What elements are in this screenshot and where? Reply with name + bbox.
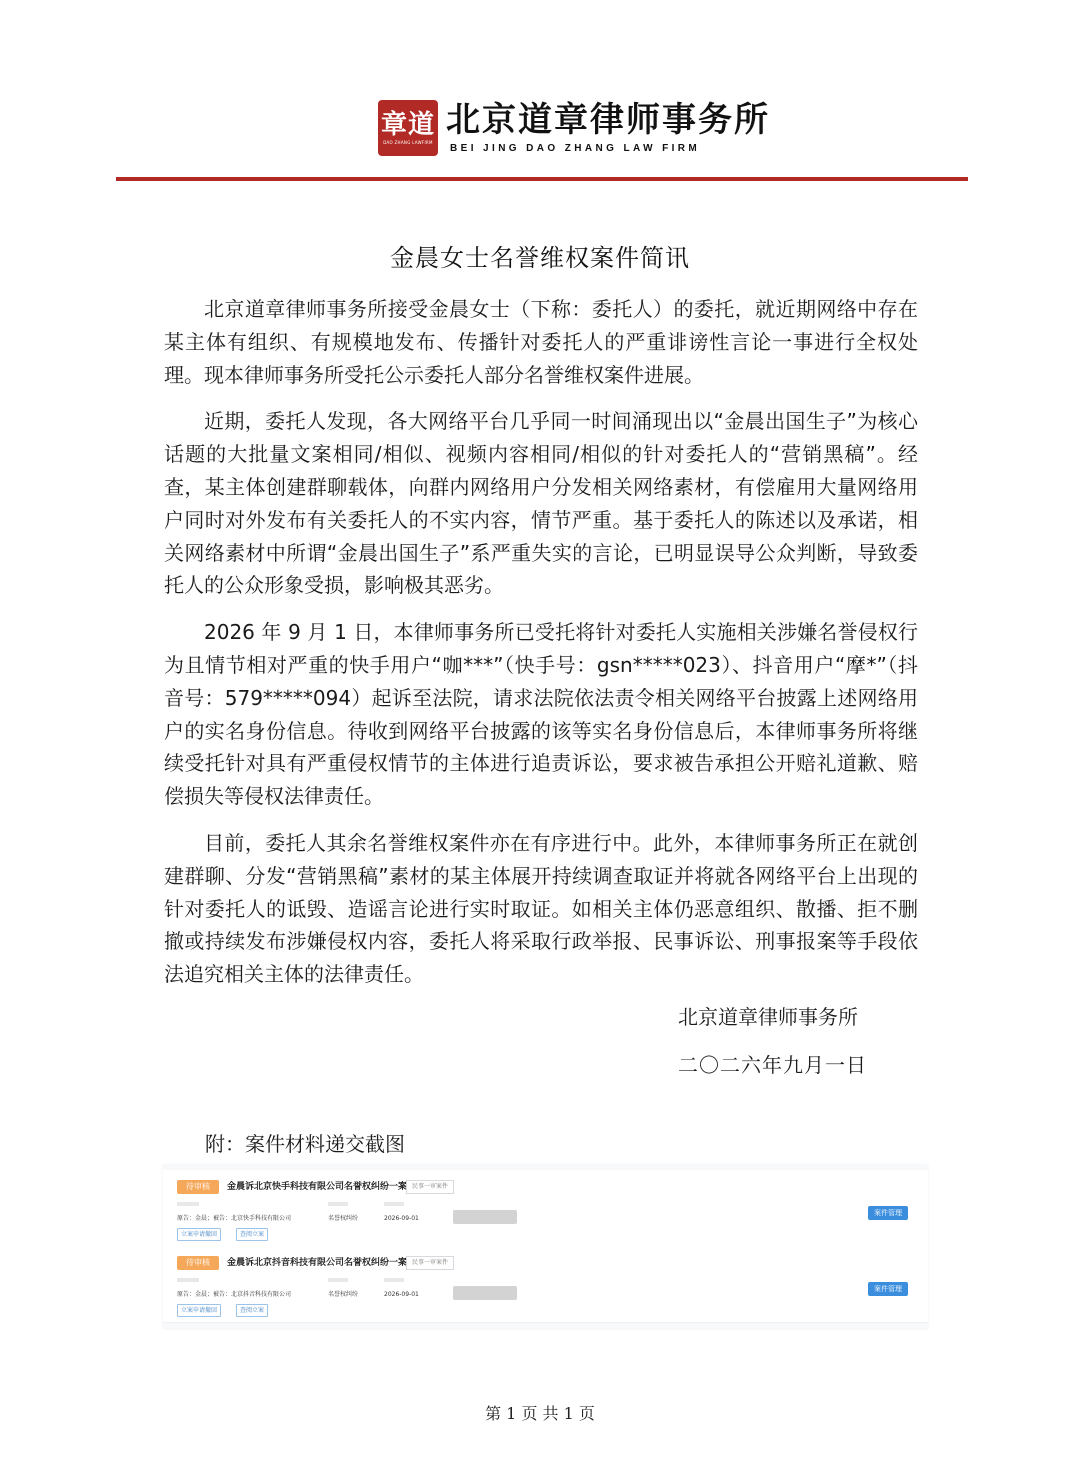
paragraph: 北京道章律师事务所接受金晨女士（下称：委托人）的委托，就近期网络中存在某主体有组织、有规模地发布、传播针对委托人的严重诽谤性言论一事进行全权处理。现本律师事务所受托公示委托人部分名誉维权案件进展。 [164, 297, 918, 387]
case-field-label [384, 1202, 404, 1206]
case-parties: 原告：金晨；被告：北京快手科技有限公司 [177, 1215, 292, 1222]
case-field-label [177, 1202, 199, 1206]
firm-name-en: BEI JING DAO ZHANG LAW FIRM [450, 143, 701, 154]
case-date: 2026-09-01 [384, 1291, 419, 1298]
case-card [163, 1246, 928, 1323]
case-cause: 名誉权纠纷 [328, 1291, 359, 1298]
case-manage-button[interactable]: 案件管理 [868, 1282, 908, 1296]
firm-seal-logo [378, 100, 438, 156]
case-parties: 原告：金晨；被告：北京抖音科技有限公司 [177, 1291, 292, 1298]
case-stage-badge: 民事一审案件 [406, 1256, 454, 1270]
paragraph: 2026 年 9 月 1 日，本律师事务所已受托将针对委托人实施相关涉嫌名誉侵权行为且情节相对严重的快手用户“咖***”（快手号：gsn*****023）、抖音用户“摩*”（抖音号：579*****094）起诉至法院，请求法院依法责令相关网络平台披露上述网络用户的实名身份信息。待收到网络平台披露的该等实名身份信息后，本律师事务所将继续受托针对具有严重侵权情节的主体进行追责诉讼，要求被告承担公开赔礼道歉、赔偿损失等侵权法律责任。 [164, 620, 918, 809]
case-stage-badge: 民事一审案件 [406, 1180, 454, 1194]
case-card [163, 1170, 928, 1247]
document-title: 金晨女士名誉维权案件简讯 [390, 244, 690, 272]
status-badge: 待审核 [177, 1180, 219, 1194]
seal-chars: 章道 [380, 110, 435, 140]
firm-name: 北京道章律师事务所 [446, 100, 770, 140]
case-manage-button[interactable]: 案件管理 [868, 1206, 908, 1220]
withdraw-link[interactable]: 立案申请撤回 [177, 1304, 221, 1317]
header-divider [116, 177, 968, 181]
appendix-title: 附：案件材料递交截图 [205, 1132, 405, 1156]
document-body [164, 293, 918, 1005]
signature: 北京道章律师事务所 [678, 1005, 858, 1029]
case-field-label [177, 1278, 199, 1282]
case-field-label [328, 1278, 348, 1282]
signature-date: 二〇二六年九月一日 [678, 1053, 867, 1077]
case-field-label [384, 1278, 404, 1282]
letterhead [0, 0, 1080, 190]
case-date: 2026-09-01 [384, 1215, 419, 1222]
page-number: 第 1 页 共 1 页 [485, 1404, 595, 1423]
case-title: 金晨诉北京快手科技有限公司名誉权纠纷一案 [227, 1182, 408, 1192]
redacted-block [453, 1210, 517, 1224]
view-filing-link[interactable]: 查阅立案 [236, 1228, 268, 1241]
seal-subtext: DAO ZHANG LAWFIRM [383, 140, 433, 145]
withdraw-link[interactable]: 立案申请撤回 [177, 1228, 221, 1241]
status-badge: 待审核 [177, 1256, 219, 1270]
paragraph: 目前，委托人其余名誉维权案件亦在有序进行中。此外，本律师事务所正在就创建群聊、分发“营销黑稿”素材的某主体展开持续调查取证并将就各网络平台上出现的针对委托人的诋毁、造谣言论进行实时取证。如相关主体仍恶意组织、散播、拒不删撤或持续发布涉嫌侵权内容，委托人将采取行政举报、民事诉讼、刑事报案等手段依法追究相关主体的法律责任。 [164, 830, 918, 987]
paragraph: 近期，委托人发现，各大网络平台几乎同一时间涌现出以“金晨出国生子”为核心话题的大批量文案相同/相似、视频内容相同/相似的针对委托人的“营销黑稿”。经查，某主体创建群聊载体，向群内网络用户分发相关网络素材，有偿雇用大量网络用户同时对外发布有关委托人的不实内容，情节严重。基于委托人的陈述以及承诺，相关网络素材中所谓“金晨出国生子”系严重失实的言论，已明显误导公众判断，导致委托人的公众形象受损，影响极其恶劣。 [164, 409, 918, 598]
case-cause: 名誉权纠纷 [328, 1215, 359, 1222]
view-filing-link[interactable]: 查阅立案 [236, 1304, 268, 1317]
case-screenshot [163, 1164, 928, 1328]
redacted-block [453, 1286, 517, 1300]
case-title: 金晨诉北京抖音科技有限公司名誉权纠纷一案 [227, 1258, 408, 1268]
case-field-label [328, 1202, 348, 1206]
